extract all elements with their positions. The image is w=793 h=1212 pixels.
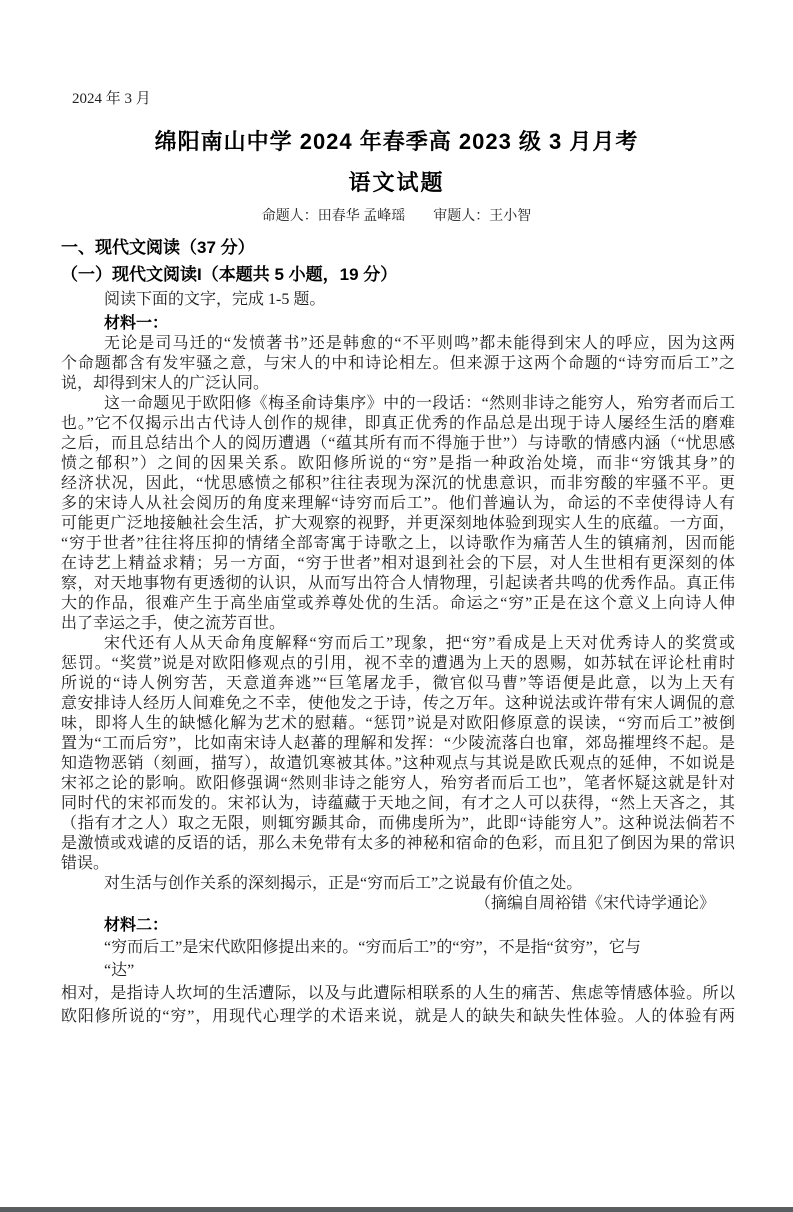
material-two-text [61,936,735,1028]
text-line: 错误。 [61,855,110,872]
material-one-text [61,334,735,894]
subsection-heading-reading-one: （一）现代文阅读I（本题共 5 小题，19 分） [61,265,398,284]
authors-line: 命题人：田春华 孟峰瑶 审题人：王小智 [261,209,532,224]
text-line: 也。”它不仅揭示出古代诗人创作的规律，即真正优秀的作品总是出现于诗人屡经生活的磨难 [61,415,735,432]
text-line: 味，即将人生的缺憾化解为艺术的慰藉。“惩罚”说是对欧阳修原意的误读，“穷而后工”被倒 [61,715,735,732]
subject-title: 语文试题 [348,170,445,195]
reading-instruction: 阅读下面的文字，完成 1-5 题。 [104,291,326,308]
text-line: 宋代还有人从天命角度解释“穷而后工”现象，把“穷”看成是上天对优秀诗人的奖赏或 [104,635,735,652]
material-two-label: 材料二： [104,917,169,934]
text-line: 宋祁之论的影响。欧阳修强调“然则非诗之能穷人，殆穷者而后工也”，笔者怀疑这就是针对 [61,775,735,792]
text-line: 无论是司马迁的“发愤著书”还是韩愈的“不平则鸣”都未能得到宋人的呼应，因为这两 [104,335,735,352]
text-line: 大的作品，很难产生于高坐庙堂或养尊处优的生活。命运之“穷”正是在这个意义上向诗人伸 [61,595,735,612]
text-line: 同时代的宋祁而发的。宋祁认为，诗蕴藏于天地之间，有才之人可以获得，“然上天吝之，其 [61,795,735,812]
source-attribution: （摘编自周裕错《宋代诗学通论》 [474,895,715,912]
text-line: 经济状况，因此，“忧思感愤之郁积”往往表现为深沉的忧患意识，而非穷酸的牢骚不平。更 [61,475,735,492]
exam-title: 绵阳南山中学 2024 年春季高 2023 级 3 月月考 [154,129,639,154]
text-line: 说，却得到宋人的广泛认同。 [61,375,270,392]
page-bottom-edge [0,1207,793,1212]
text-line: 多的宋诗人从社会阅历的角度来理解“诗穷而后工”。他们普遍认为，命运的不幸使得诗人有 [61,495,735,512]
section-heading-modern-reading: 一、现代文阅读（37 分） [61,238,255,257]
text-line: 所说的“诗人例穷苦，天意道奔逃”“巨笔屠龙手，微官似马曹”等语便是此意，以为上天有 [61,675,735,692]
text-line: 这一命题见于欧阳修《梅圣俞诗集序》中的一段话：“然则非诗之能穷人，殆穷者而后工 [104,395,735,412]
text-line: 相对，是指诗人坎坷的生活遭际，以及与此遭际相联系的人生的痛苦、焦虑等情感体验。所以 [61,985,735,1002]
date-label: 2024 年 3 月 [72,91,151,107]
text-line: “穷而后工”是宋代欧阳修提出来的。“穷而后工”的“穷”，不是指“贫穷”，它与 [104,939,641,956]
material-one-label: 材料一： [104,315,169,332]
text-line: 可能更广泛地接触社会生活，扩大观察的视野，并更深刻地体验到现实人生的底蕴。一方面， [61,515,735,532]
text-line: 出了幸运之手，使之流芳百世。 [61,615,286,632]
exam-document-page [0,90,793,1212]
text-line: 对生活与创作关系的深刻揭示，正是“穷而后工”之说最有价值之处。 [104,875,583,892]
text-line: 是激愤或戏谑的反语的话，那么未免带有太多的神秘和宿命的色彩，而且犯了倒因为果的常识 [61,835,735,852]
text-line: 之后，而且总结出个人的阅历遭遇（“蕴其所有而不得施于世”）与诗歌的情感内涵（“忧思感 [61,435,735,452]
text-line: 在诗艺上精益求精；另一方面，“穷于世者”相对退到社会的下层，对人生世相有更深刻的体 [61,555,735,572]
text-line: 置为“工而后穷”，比如南宋诗人赵蕃的理解和发挥：“少陵流落白也窜，郊岛摧埋终不起。是 [61,735,735,752]
text-line: 欧阳修所说的“穷”，用现代心理学的术语来说，就是人的缺失和缺失性体验。人的体验有两 [61,1008,735,1025]
text-line: 知造物恶销（刻画，描写），故遣饥寒被其体。”这种观点与其说是欧氏观点的延伸，不如说是 [61,755,735,772]
text-line: “达” [104,962,135,979]
text-line: “穷于世者”往往将压抑的情绪全部寄寓于诗歌之上，以诗歌作为痛苦人生的镇痛剂，因而能 [61,535,735,552]
text-line: 意安排诗人经历人间难免之不幸，使他发之于诗，传之万年。这种说法或许带有宋人调侃的意 [61,695,735,712]
text-line: （指有才之人）取之无限，则辄穷踬其命，而佛虔所为”，此即“诗能穷人”。这种说法倘若不 [61,815,735,832]
text-line: 个命题都含有发牢骚之意，与宋人的中和诗论相左。但来源于这两个命题的“诗穷而后工”之 [61,355,735,372]
text-line: 察，对天地事物有更透彻的认识，从而写出符合人情物理，引起读者共鸣的优秀作品。真正伟 [61,575,735,592]
text-line: 愤之郁积”）之间的因果关系。欧阳修所说的“穷”是指一种政治处境，而非“穷饿其身”的 [61,455,735,472]
text-line: 惩罚。“奖赏”说是对欧阳修观点的引用，视不幸的遭遇为上天的恩赐，如苏轼在评论杜甫时 [61,655,735,672]
